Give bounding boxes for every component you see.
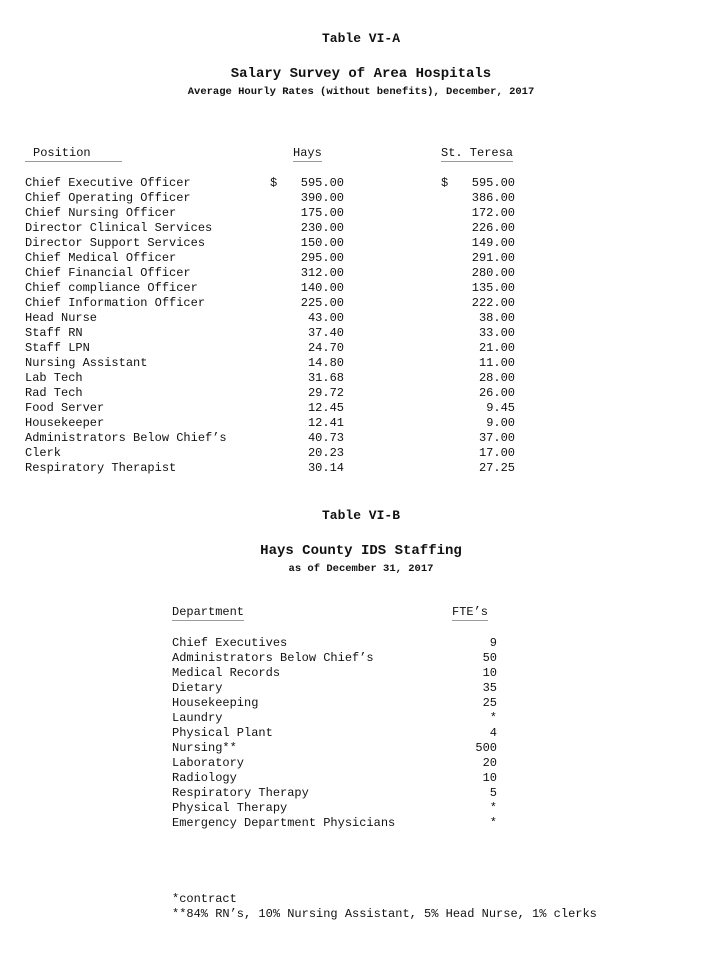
st-teresa-rate-cell	[441, 416, 517, 431]
st-teresa-rate-cell	[441, 341, 517, 356]
st-teresa-rate-value: 280.00	[471, 266, 515, 280]
st-teresa-rate-cell	[441, 431, 517, 446]
position-cell: Staff LPN	[25, 341, 90, 355]
fte-cell: 10	[482, 666, 497, 680]
table-b-title: Hays County IDS Staffing	[260, 543, 462, 559]
fte-column	[467, 636, 497, 831]
st-teresa-rate-cell	[441, 296, 517, 311]
st-teresa-column	[441, 176, 517, 476]
position-cell: Chief compliance Officer	[25, 281, 198, 295]
position-cell: Rad Tech	[25, 386, 83, 400]
st-teresa-rate-value: 9.00	[486, 416, 515, 430]
hays-rate-cell	[270, 461, 346, 476]
st-teresa-rate-value: 11.00	[478, 356, 515, 370]
hays-rate-value: 14.80	[307, 356, 344, 370]
hays-rate-cell	[270, 371, 346, 386]
position-cell: Food Server	[25, 401, 105, 415]
st-teresa-rate-cell	[441, 371, 517, 386]
position-column	[25, 176, 265, 476]
fte-cell: 20	[482, 756, 497, 770]
st-teresa-rate-value: 172.00	[471, 206, 515, 220]
hays-rate-cell	[270, 416, 346, 431]
department-cell: Radiology	[172, 771, 237, 785]
hays-rate-cell	[270, 296, 346, 311]
hays-column	[270, 176, 346, 476]
column-header-hays: Hays	[293, 146, 322, 160]
position-cell: Housekeeper	[25, 416, 105, 430]
position-cell: Director Clinical Services	[25, 221, 213, 235]
st-teresa-rate-value: 222.00	[471, 296, 515, 310]
hays-rate-value: 24.70	[307, 341, 344, 355]
hays-rate-value: 40.73	[307, 431, 344, 445]
st-teresa-rate-value: 37.00	[478, 431, 515, 445]
hays-rate-cell	[270, 176, 346, 191]
st-teresa-rate-cell	[441, 401, 517, 416]
currency-symbol: $	[270, 176, 278, 190]
position-cell: Chief Information Officer	[25, 296, 206, 310]
position-cell: Chief Operating Officer	[25, 191, 191, 205]
hays-rate-value: 150.00	[300, 236, 344, 250]
department-cell: Physical Plant	[172, 726, 273, 740]
hays-rate-cell	[270, 401, 346, 416]
department-cell: Dietary	[172, 681, 223, 695]
column-header-st-teresa: St. Teresa	[441, 146, 514, 160]
department-cell: Physical Therapy	[172, 801, 288, 815]
table-a-label: Table VI-A	[321, 31, 400, 46]
fte-cell: 500	[475, 741, 497, 755]
hays-rate-value: 12.41	[307, 416, 344, 430]
hays-rate-value: 43.00	[307, 311, 344, 325]
st-teresa-rate-value: 595.00	[471, 176, 515, 190]
department-cell: Nursing**	[172, 741, 237, 755]
st-teresa-rate-cell	[441, 176, 517, 191]
fte-cell: 5	[489, 786, 497, 800]
st-teresa-rate-value: 291.00	[471, 251, 515, 265]
table-b-subtitle: as of December 31, 2017	[288, 563, 434, 575]
hays-rate-value: 230.00	[300, 221, 344, 235]
position-cell: Chief Executive Officer	[25, 176, 191, 190]
hays-rate-cell	[270, 221, 346, 236]
column-header-fte: FTE’s	[452, 605, 489, 619]
hays-rate-cell	[270, 251, 346, 266]
fte-cell: 9	[489, 636, 497, 650]
st-teresa-rate-cell	[441, 356, 517, 371]
department-cell: Laboratory	[172, 756, 245, 770]
hays-rate-cell	[270, 341, 346, 356]
hays-rate-cell	[270, 431, 346, 446]
hays-rate-value: 29.72	[307, 386, 344, 400]
footnote-contract: *contract	[172, 892, 237, 906]
table-b-label: Table VI-B	[321, 508, 400, 523]
st-teresa-rate-value: 26.00	[478, 386, 515, 400]
st-teresa-rate-value: 27.25	[478, 461, 515, 475]
position-cell: Staff RN	[25, 326, 83, 340]
department-column	[172, 636, 442, 831]
st-teresa-rate-cell	[441, 251, 517, 266]
hays-rate-cell	[270, 236, 346, 251]
fte-cell: 4	[489, 726, 497, 740]
fte-cell: *	[489, 816, 497, 830]
department-cell: Medical Records	[172, 666, 281, 680]
hays-rate-cell	[270, 191, 346, 206]
column-header-department: Department	[172, 605, 245, 619]
position-cell: Administrators Below Chief’s	[25, 431, 227, 445]
currency-symbol: $	[441, 176, 449, 190]
position-cell: Chief Nursing Officer	[25, 206, 177, 220]
position-cell: Respiratory Therapist	[25, 461, 177, 475]
st-teresa-rate-cell	[441, 236, 517, 251]
position-cell: Head Nurse	[25, 311, 98, 325]
department-cell: Chief Executives	[172, 636, 288, 650]
position-cell: Chief Medical Officer	[25, 251, 177, 265]
st-teresa-rate-value: 28.00	[478, 371, 515, 385]
hays-rate-value: 390.00	[300, 191, 344, 205]
hays-rate-cell	[270, 266, 346, 281]
hays-rate-value: 295.00	[300, 251, 344, 265]
hays-rate-cell	[270, 206, 346, 221]
st-teresa-rate-cell	[441, 206, 517, 221]
st-teresa-rate-cell	[441, 191, 517, 206]
hays-rate-cell	[270, 386, 346, 401]
st-teresa-rate-value: 21.00	[478, 341, 515, 355]
table-a-title: Salary Survey of Area Hospitals	[230, 66, 492, 82]
hays-rate-cell	[270, 311, 346, 326]
st-teresa-rate-value: 149.00	[471, 236, 515, 250]
hays-rate-cell	[270, 326, 346, 341]
fte-cell: 35	[482, 681, 497, 695]
department-cell: Laundry	[172, 711, 223, 725]
fte-cell: *	[489, 711, 497, 725]
hays-rate-value: 37.40	[307, 326, 344, 340]
fte-cell: *	[489, 801, 497, 815]
st-teresa-rate-cell	[441, 281, 517, 296]
st-teresa-rate-cell	[441, 311, 517, 326]
st-teresa-rate-value: 226.00	[471, 221, 515, 235]
fte-cell: 50	[482, 651, 497, 665]
footnote-nursing: **84% RN’s, 10% Nursing Assistant, 5% Head Nurse, 1% clerks	[172, 907, 597, 921]
st-teresa-rate-value: 17.00	[478, 446, 515, 460]
fte-cell: 10	[482, 771, 497, 785]
column-header-position: Position	[25, 146, 122, 162]
department-cell: Respiratory Therapy	[172, 786, 309, 800]
hays-rate-value: 20.23	[307, 446, 344, 460]
hays-rate-value: 30.14	[307, 461, 344, 475]
st-teresa-rate-cell	[441, 386, 517, 401]
st-teresa-rate-value: 33.00	[478, 326, 515, 340]
st-teresa-rate-value: 38.00	[478, 311, 515, 325]
st-teresa-rate-cell	[441, 326, 517, 341]
department-cell: Housekeeping	[172, 696, 259, 710]
position-cell: Chief Financial Officer	[25, 266, 191, 280]
st-teresa-rate-cell	[441, 221, 517, 236]
position-cell: Nursing Assistant	[25, 356, 148, 370]
st-teresa-rate-cell	[441, 266, 517, 281]
position-cell: Clerk	[25, 446, 62, 460]
hays-rate-cell	[270, 281, 346, 296]
position-cell: Lab Tech	[25, 371, 83, 385]
department-cell: Emergency Department Physicians	[172, 816, 396, 830]
hays-rate-value: 225.00	[300, 296, 344, 310]
st-teresa-rate-value: 386.00	[471, 191, 515, 205]
hays-rate-value: 140.00	[300, 281, 344, 295]
st-teresa-rate-cell	[441, 446, 517, 461]
st-teresa-rate-value: 9.45	[486, 401, 515, 415]
table-a-subtitle: Average Hourly Rates (without benefits), December, 2017	[187, 86, 535, 98]
st-teresa-rate-value: 135.00	[471, 281, 515, 295]
hays-rate-value: 595.00	[300, 176, 344, 190]
hays-rate-value: 12.45	[307, 401, 344, 415]
st-teresa-rate-cell	[441, 461, 517, 476]
hays-rate-value: 175.00	[300, 206, 344, 220]
position-cell: Director Support Services	[25, 236, 206, 250]
hays-rate-cell	[270, 356, 346, 371]
fte-cell: 25	[482, 696, 497, 710]
hays-rate-cell	[270, 446, 346, 461]
department-cell: Administrators Below Chief’s	[172, 651, 374, 665]
hays-rate-value: 312.00	[300, 266, 344, 280]
hays-rate-value: 31.68	[307, 371, 344, 385]
